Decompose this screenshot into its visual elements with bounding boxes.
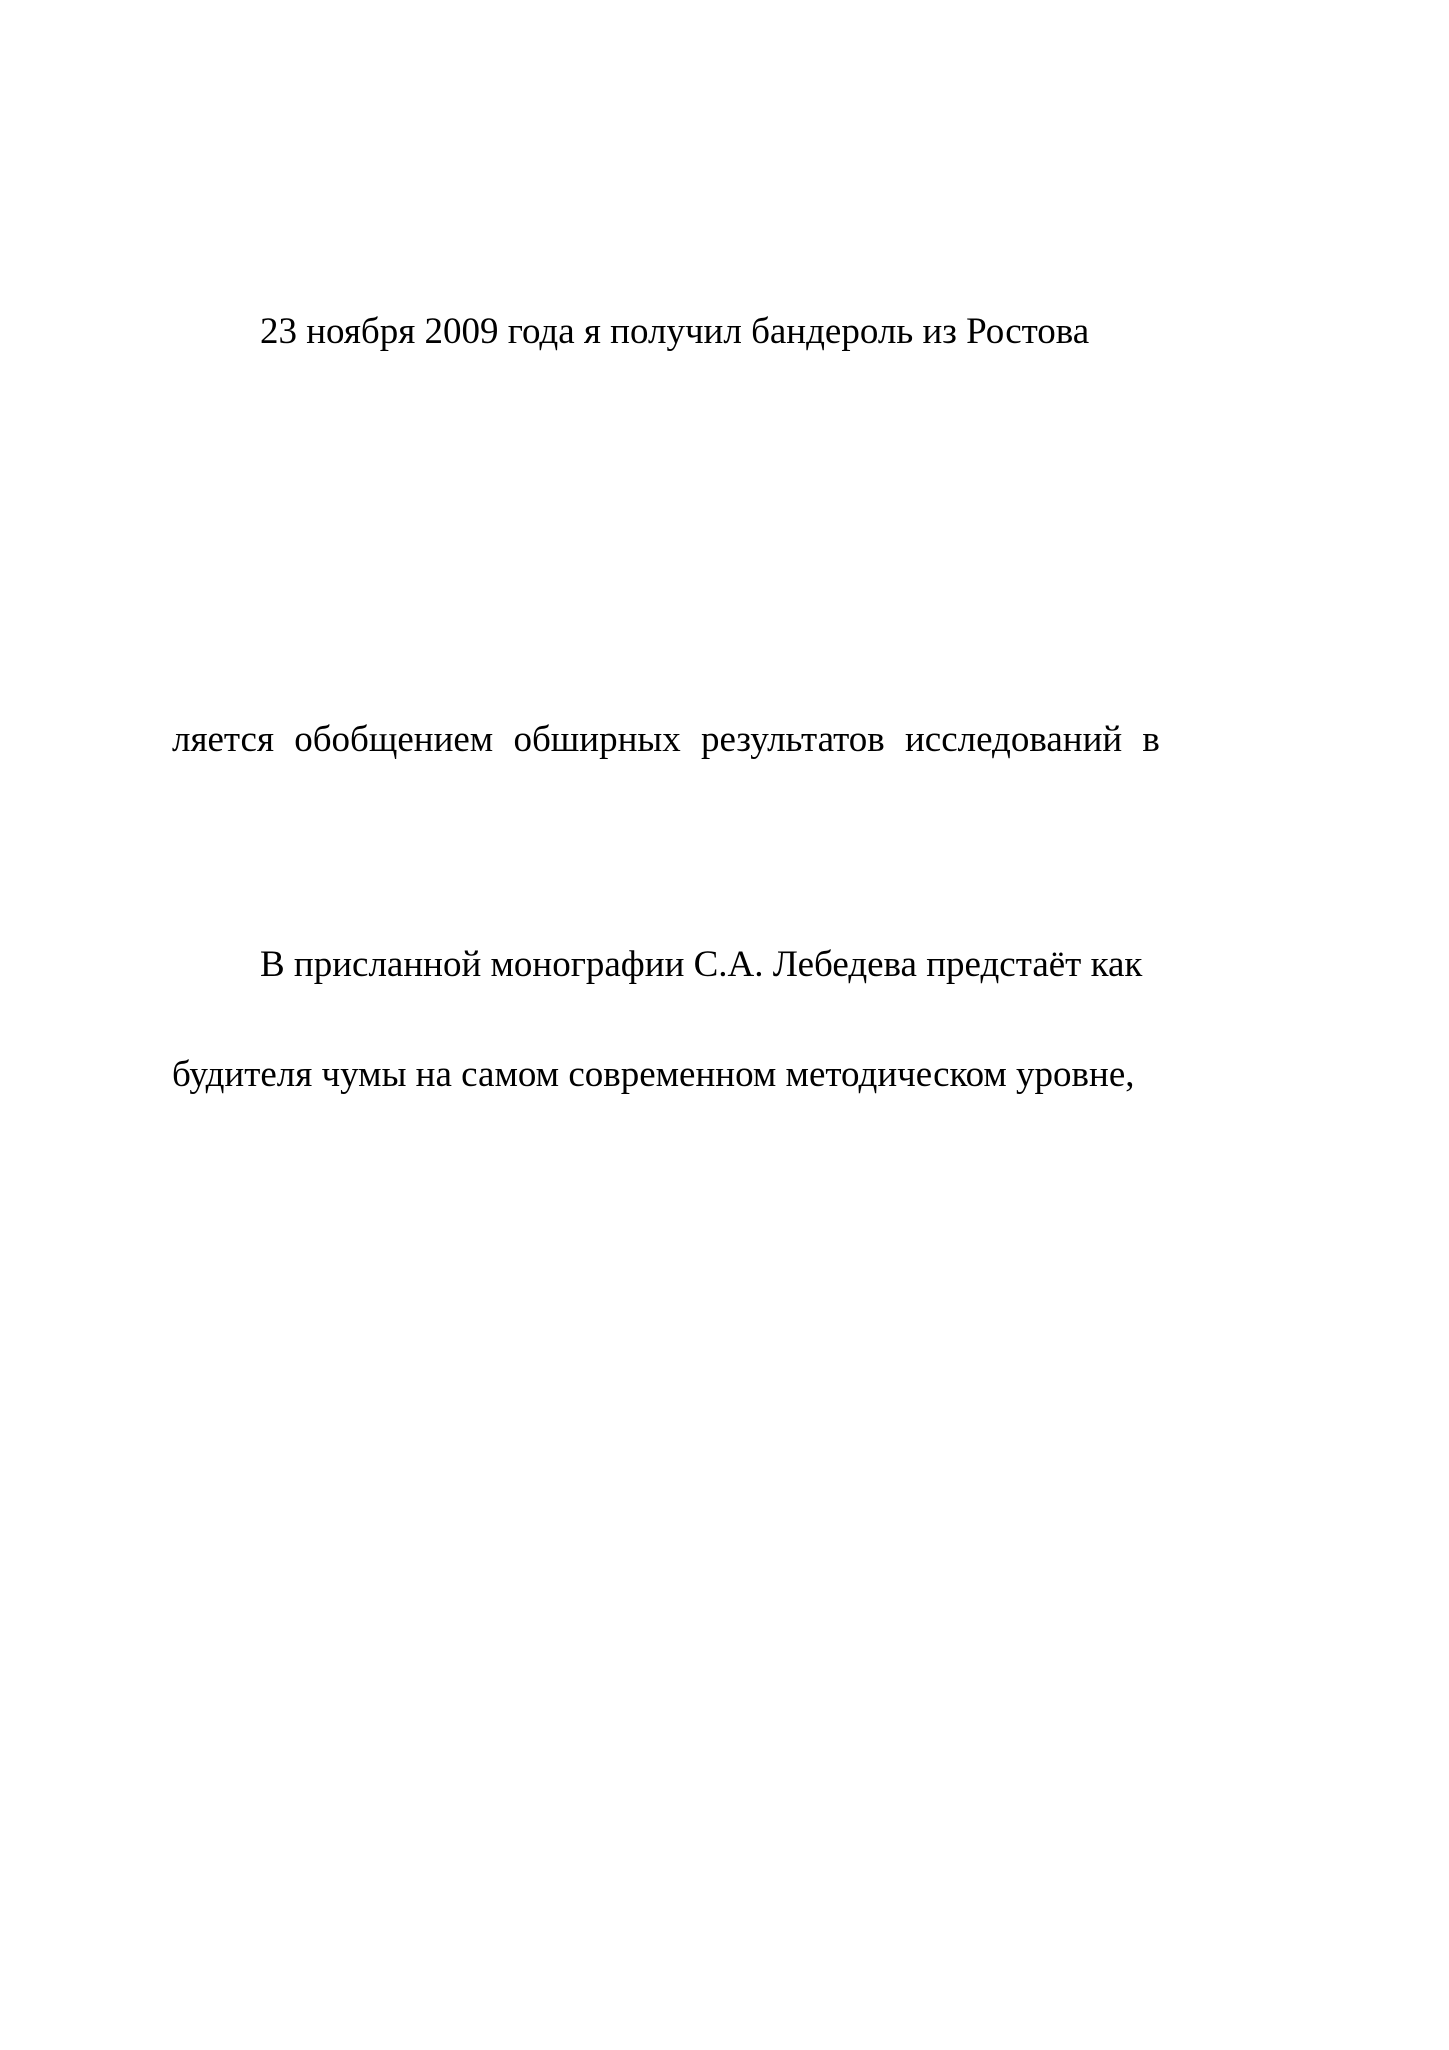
text-line-date: 23 ноября 2009 года я получил бандероль из Ростова [260,311,1090,352]
text-line-summary: ляется обобщением обширных результатов исследований в [172,719,1160,760]
text-line-method: будителя чумы на самом современном методическом уровне, [172,1054,1135,1095]
text-line-monograph: В присланной монографии С.А. Лебедева предстаёт как [260,944,1143,985]
